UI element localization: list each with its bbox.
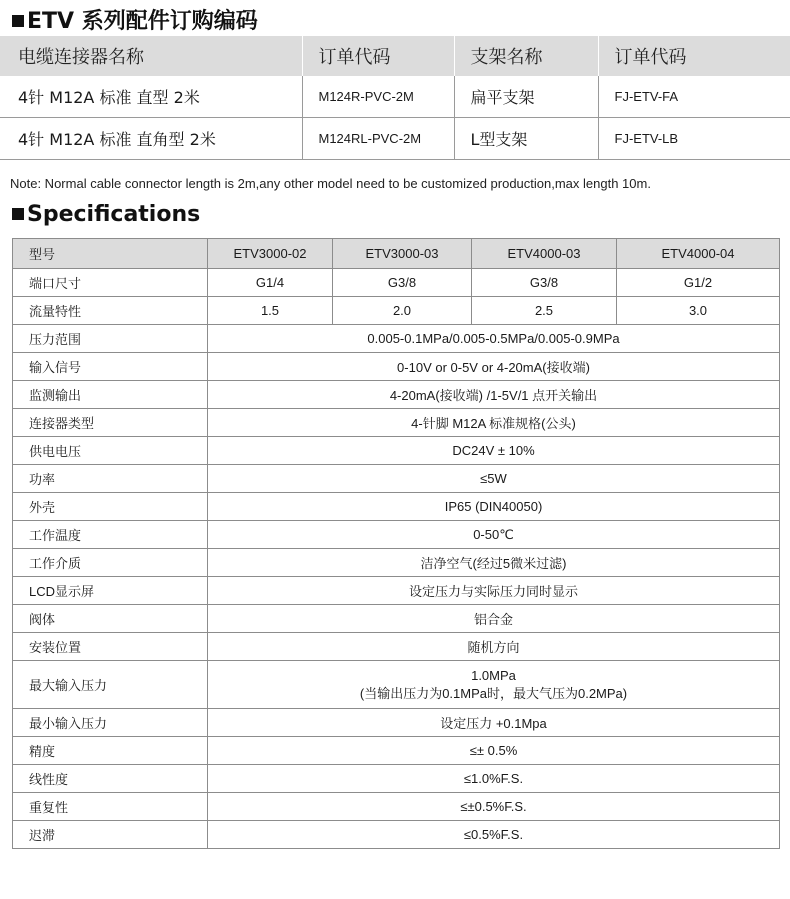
spec-value: 设定压力 +0.1Mpa bbox=[208, 709, 780, 737]
spec-label: 工作介质 bbox=[13, 549, 208, 577]
table-row bbox=[13, 661, 780, 709]
spec-value: DC24V ± 10% bbox=[208, 437, 780, 465]
table-row bbox=[13, 577, 780, 605]
bracket-name: 扁平支架 bbox=[454, 76, 598, 118]
square-bullet-icon bbox=[12, 15, 24, 27]
spec-label: 安装位置 bbox=[13, 633, 208, 661]
spec-value: ≤1.0%F.S. bbox=[208, 765, 780, 793]
table-row bbox=[13, 521, 780, 549]
table-row bbox=[13, 465, 780, 493]
spec-value: 3.0 bbox=[617, 297, 780, 325]
spec-label: 线性度 bbox=[13, 765, 208, 793]
spec-value: 0-10V or 0-5V or 4-20mA(接收端) bbox=[208, 353, 780, 381]
table-row bbox=[13, 353, 780, 381]
spec-value: ≤5W bbox=[208, 465, 780, 493]
spec-label: 监测输出 bbox=[13, 381, 208, 409]
accessories-title: ETV 系列配件订购编码 bbox=[12, 4, 258, 35]
bracket-order-code: FJ-ETV-LB bbox=[598, 118, 790, 160]
specifications-title: Specifications bbox=[12, 202, 200, 227]
square-bullet-icon bbox=[12, 208, 24, 220]
spec-value: G1/4 bbox=[208, 269, 333, 297]
spec-label: 流量特性 bbox=[13, 297, 208, 325]
spec-label: 功率 bbox=[13, 465, 208, 493]
spec-label: LCD显示屏 bbox=[13, 577, 208, 605]
header-order-code: 订单代码 bbox=[598, 36, 790, 76]
spec-value bbox=[208, 661, 780, 709]
model-name: ETV3000-03 bbox=[333, 239, 472, 269]
spec-value: 2.0 bbox=[333, 297, 472, 325]
spec-value: G3/8 bbox=[472, 269, 617, 297]
table-row bbox=[13, 765, 780, 793]
accessories-header-row bbox=[0, 36, 790, 76]
spec-value: 设定压力与实际压力同时显示 bbox=[208, 577, 780, 605]
header-bracket-name: 支架名称 bbox=[454, 36, 598, 76]
cable-order-code: M124RL-PVC-2M bbox=[302, 118, 454, 160]
cable-name: 4针 M12A 标准 直角型 2米 bbox=[0, 118, 302, 160]
spec-value: G1/2 bbox=[617, 269, 780, 297]
spec-value: ≤0.5%F.S. bbox=[208, 821, 780, 849]
cable-order-code: M124R-PVC-2M bbox=[302, 76, 454, 118]
table-row bbox=[13, 269, 780, 297]
spec-header-row bbox=[13, 239, 780, 269]
spec-label: 型号 bbox=[13, 239, 208, 269]
table-row bbox=[13, 793, 780, 821]
spec-value: G3/8 bbox=[333, 269, 472, 297]
spec-value: 洁净空气(经过5微米过滤) bbox=[208, 549, 780, 577]
spec-value: 0.005-0.1MPa/0.005-0.5MPa/0.005-0.9MPa bbox=[208, 325, 780, 353]
bracket-name: L型支架 bbox=[454, 118, 598, 160]
max-input-note: (当输出压力为0.1MPa时，最大气压为0.2MPa) bbox=[359, 685, 628, 701]
spec-value: 0-50℃ bbox=[208, 521, 780, 549]
spec-value: 随机方向 bbox=[208, 633, 780, 661]
table-row bbox=[13, 633, 780, 661]
spec-label: 迟滞 bbox=[13, 821, 208, 849]
spec-label: 重复性 bbox=[13, 793, 208, 821]
table-row bbox=[13, 821, 780, 849]
table-row bbox=[13, 297, 780, 325]
spec-value: 铝合金 bbox=[208, 605, 780, 633]
spec-label: 最小输入压力 bbox=[13, 709, 208, 737]
spec-label: 最大输入压力 bbox=[13, 661, 208, 709]
accessories-table bbox=[0, 36, 790, 160]
spec-value: ≤± 0.5% bbox=[208, 737, 780, 765]
spec-value: ≤±0.5%F.S. bbox=[208, 793, 780, 821]
spec-value: 2.5 bbox=[472, 297, 617, 325]
spec-value: 4-20mA(接收端) /1-5V/1 点开关输出 bbox=[208, 381, 780, 409]
spec-label: 阀体 bbox=[13, 605, 208, 633]
spec-label: 输入信号 bbox=[13, 353, 208, 381]
model-name: ETV4000-04 bbox=[617, 239, 780, 269]
table-row bbox=[0, 118, 790, 160]
spec-value: IP65 (DIN40050) bbox=[208, 493, 780, 521]
model-name: ETV4000-03 bbox=[472, 239, 617, 269]
note-text: Note: Normal cable connector length is 2m,any other model need to be customized production,max length 10m. bbox=[10, 176, 651, 191]
header-cable-name: 电缆连接器名称 bbox=[0, 36, 302, 76]
table-row bbox=[13, 709, 780, 737]
header-order-code: 订单代码 bbox=[302, 36, 454, 76]
max-input-value: 1.0MPa bbox=[471, 667, 516, 683]
spec-label: 工作温度 bbox=[13, 521, 208, 549]
spec-value: 1.5 bbox=[208, 297, 333, 325]
table-row bbox=[13, 549, 780, 577]
table-row bbox=[0, 76, 790, 118]
spec-label: 端口尺寸 bbox=[13, 269, 208, 297]
bracket-order-code: FJ-ETV-FA bbox=[598, 76, 790, 118]
table-row bbox=[13, 437, 780, 465]
spec-label: 外壳 bbox=[13, 493, 208, 521]
spec-label: 供电电压 bbox=[13, 437, 208, 465]
table-row bbox=[13, 493, 780, 521]
spec-label: 压力范围 bbox=[13, 325, 208, 353]
spec-value: 4-针脚 M12A 标准规格(公头) bbox=[208, 409, 780, 437]
table-row bbox=[13, 737, 780, 765]
table-row bbox=[13, 325, 780, 353]
specifications-table bbox=[12, 238, 780, 849]
table-row bbox=[13, 409, 780, 437]
spec-label: 精度 bbox=[13, 737, 208, 765]
table-row bbox=[13, 381, 780, 409]
table-row bbox=[13, 605, 780, 633]
model-name: ETV3000-02 bbox=[208, 239, 333, 269]
cable-name: 4针 M12A 标准 直型 2米 bbox=[0, 76, 302, 118]
spec-label: 连接器类型 bbox=[13, 409, 208, 437]
